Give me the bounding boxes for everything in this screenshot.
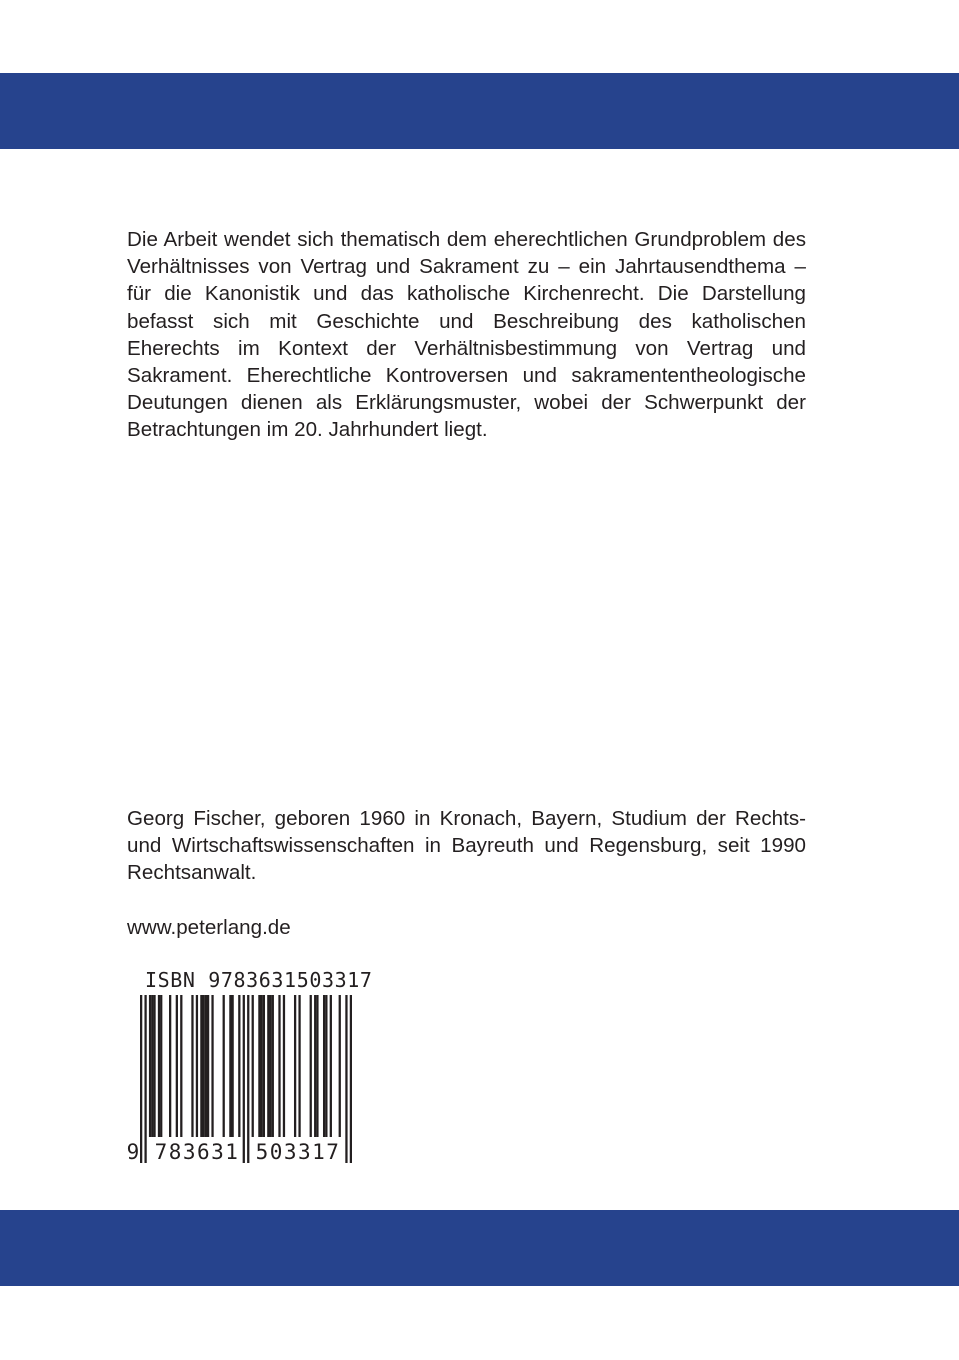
barcode-bar bbox=[323, 995, 325, 1137]
barcode-bar bbox=[267, 995, 269, 1137]
barcode-bar bbox=[298, 995, 300, 1137]
barcode-bar bbox=[207, 995, 209, 1137]
barcode-first-digit: 9 bbox=[126, 1140, 140, 1164]
isbn-label: ISBN 9783631503317 bbox=[145, 968, 373, 992]
barcode-bar bbox=[238, 995, 240, 1137]
book-abstract: Die Arbeit wendet sich thematisch dem eherechtlichen Grundproblem des Verhältnisses von Vertrag und Sakrament zu – ein Jahrtausendthema – für die Kanonistik und das katholische Kirchenrecht. Die Darstellung befasst sich mit Geschichte und Beschreibung des katholischen Eherechts im Kontext der Verhältnisbestimmung von Vertrag und Sakrament. Eherechtliche Kontroversen und sakramententheologische Deutungen dienen als Erklärungsmuster, wobei der Schwerpunkt der Betrachtungen im 20. Jahrhundert liegt. bbox=[127, 228, 806, 442]
barcode-bar bbox=[223, 995, 225, 1137]
barcode-digits bbox=[0, 1137, 959, 1167]
barcode-left-digits: 783631 bbox=[154, 1140, 240, 1164]
top-color-band bbox=[0, 73, 959, 149]
barcode-bar bbox=[231, 995, 233, 1137]
barcode-bar bbox=[263, 995, 265, 1137]
author-bio: Georg Fischer, geboren 1960 in Kronach, Bayern, Studium der Rechts- und Wirtschaftswissenschaften in Bayreuth und Regensburg, seit 1990 Rechtsanwalt. bbox=[127, 807, 806, 885]
barcode-bar bbox=[272, 995, 274, 1137]
bottom-color-band bbox=[0, 1210, 959, 1286]
barcode-bar bbox=[283, 995, 285, 1137]
barcode-bar bbox=[151, 995, 153, 1137]
barcode-bar bbox=[294, 995, 296, 1137]
barcode-bar bbox=[211, 995, 213, 1137]
barcode-bar bbox=[310, 995, 312, 1137]
barcode-bar bbox=[325, 995, 327, 1137]
barcode-bar bbox=[330, 995, 332, 1137]
barcode-bar bbox=[339, 995, 341, 1137]
barcode-bar bbox=[158, 995, 160, 1137]
barcode-bar bbox=[261, 995, 263, 1137]
barcode-bar bbox=[196, 995, 198, 1137]
barcode-bar bbox=[191, 995, 193, 1137]
barcode-bar bbox=[252, 995, 254, 1137]
barcode-bar bbox=[180, 995, 182, 1137]
barcode-bar bbox=[160, 995, 162, 1137]
barcode-bar bbox=[314, 995, 316, 1137]
barcode-bar bbox=[169, 995, 171, 1137]
barcode-bar bbox=[200, 995, 202, 1137]
barcode-bar bbox=[202, 995, 204, 1137]
barcode-right-digits: 503317 bbox=[255, 1140, 341, 1164]
barcode-bar bbox=[153, 995, 155, 1137]
barcode-bar bbox=[149, 995, 151, 1137]
barcode-bar bbox=[316, 995, 318, 1137]
barcode-bar bbox=[278, 995, 280, 1137]
barcode-bar bbox=[258, 995, 260, 1137]
publisher-website: www.peterlang.de bbox=[127, 916, 291, 939]
barcode-bar bbox=[229, 995, 231, 1137]
barcode-bar bbox=[205, 995, 207, 1137]
barcode-bar bbox=[269, 995, 271, 1137]
barcode-bar bbox=[176, 995, 178, 1137]
